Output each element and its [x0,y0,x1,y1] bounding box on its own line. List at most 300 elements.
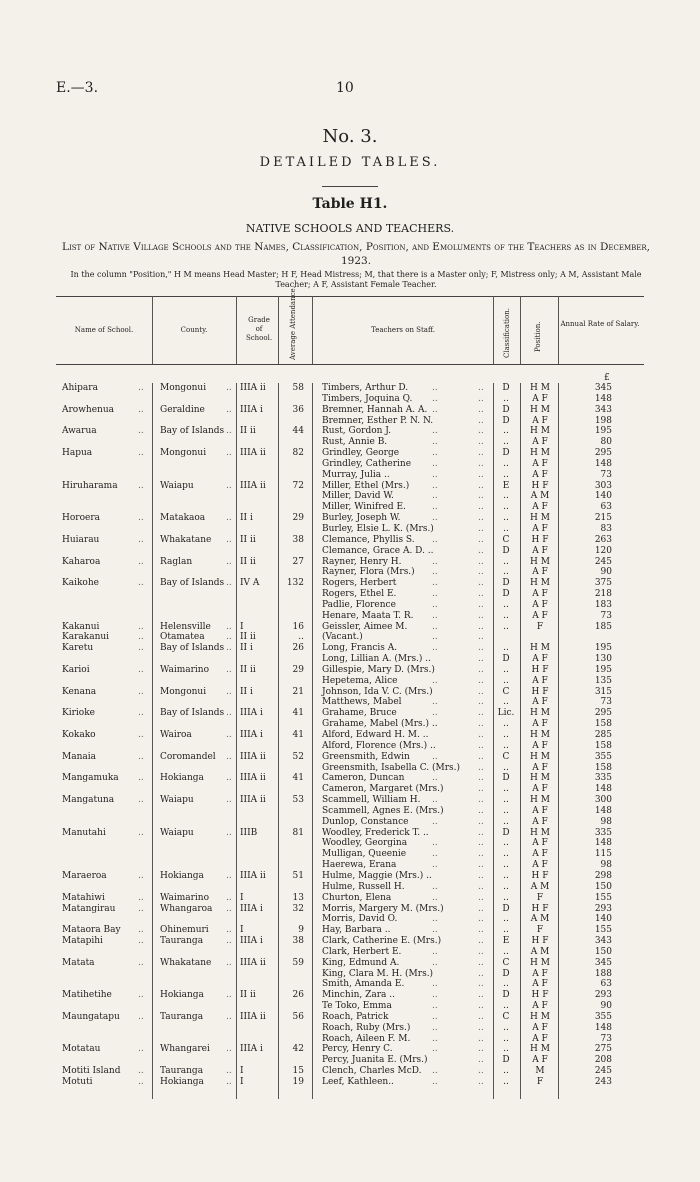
teacher-name: Bremner, Esther P. N. N. [322,415,434,426]
leader-dots: .. [478,849,484,860]
position-cell: H M [530,708,550,719]
salary-cell: 295 [594,448,612,459]
leader-dots: .. [432,621,438,632]
leader-dots: .. [226,448,232,459]
county-name: Tauranga [160,1011,204,1022]
grade-cell: II ii [240,534,256,545]
school-name: Motatau [62,1044,101,1055]
classification-cell: .. [503,946,509,957]
grade-cell: IIIA ii [240,1011,266,1022]
teacher-name: Clemance, Phyllis S. [322,534,415,545]
position-cell: A F [532,805,548,816]
leader-dots: .. [432,567,438,578]
table-row [0,567,700,578]
classification-cell: D [502,654,510,665]
position-cell: M [535,1066,545,1077]
teacher-name: Henare, Maata T. R. [322,610,414,621]
classification-cell: .. [503,784,509,795]
leader-dots: .. [226,1066,232,1077]
table-row [0,730,700,741]
attendance-cell: 53 [292,795,304,806]
salary-cell: 195 [594,643,612,654]
salary-cell: 90 [600,1001,612,1012]
position-cell: H F [531,664,549,675]
salary-cell: 208 [594,1055,612,1066]
leader-dots: .. [226,903,232,914]
grade-cell: IIIA ii [240,795,266,806]
attendance-cell: 132 [286,578,304,589]
teacher-name: King, Edmund A. [322,957,400,968]
leader-dots: .. [478,881,484,892]
leader-dots: .. [226,1077,232,1087]
classification-cell: .. [503,979,509,990]
county-name: Waiapu [160,480,194,491]
col-divider [152,296,153,364]
col-header-teachers: Teachers on Staff. [371,326,435,334]
leader-dots: .. [478,762,484,773]
table-row [0,1077,700,1088]
table-row [0,828,700,839]
leader-dots: .. [226,870,232,881]
leader-dots: .. [226,621,232,632]
teacher-name: Scammell, William H. [322,795,421,806]
col-divider [558,296,559,364]
salary-cell: 158 [594,719,612,730]
attendance-cell: 16 [292,621,304,632]
position-cell: A F [532,697,548,708]
table-row [0,882,700,893]
school-name: Matahiwi [62,892,105,903]
table-row [0,1001,700,1012]
teacher-name: Greensmith, Edwin [322,751,410,762]
col-header-salary: Annual Rate of Salary. [560,320,640,328]
leader-dots: .. [138,730,144,740]
teacher-name: Roach, Patrick [322,1011,389,1022]
leader-dots: .. [478,534,484,545]
position-cell: H F [531,903,549,914]
county-name: Hokianga [160,990,204,1001]
leader-dots: .. [226,1044,232,1055]
position-cell: A F [532,545,548,556]
school-name: Mangamuka [62,773,119,784]
county-name: Coromandel [160,751,216,762]
school-name: Matata [62,957,95,968]
attendance-cell: 38 [292,936,304,947]
attendance-cell: 56 [292,1011,304,1022]
salary-cell: 148 [594,1022,612,1033]
position-cell: H M [530,556,550,567]
leader-dots: .. [138,827,144,838]
classification-cell: .. [503,1022,509,1033]
salary-cell: 140 [594,914,612,925]
leader-dots: .. [432,437,438,448]
leader-dots: .. [432,458,438,469]
leader-dots: .. [432,892,438,903]
salary-cell: 335 [594,827,612,838]
classification-cell: .. [503,610,509,621]
leader-dots: .. [226,925,232,936]
school-name: Manaia [62,751,96,762]
table-row [0,838,700,849]
table-row [0,448,700,459]
position-cell: H M [530,773,550,784]
table-row [0,687,700,698]
leader-dots: .. [478,740,484,751]
salary-cell: 293 [594,990,612,1001]
table-row [0,990,700,1001]
teacher-name: Haerewa, Erana [322,860,397,871]
attendance-cell: 58 [292,383,304,393]
grade-cell: IIIA ii [240,480,266,491]
table-description: List of Native Village Schools and the Names, Classification, Position, and Emoluments of the Teachers as in December, 1923. [61,241,650,267]
school-name: Motiti Island [62,1066,121,1077]
leader-dots: .. [432,795,438,806]
table-row [0,622,700,633]
salary-cell: 148 [594,393,612,404]
school-name: Mataora Bay [62,925,121,936]
classification-cell: .. [503,567,509,578]
salary-cell: 195 [594,664,612,675]
document-code: E.—3. [56,80,99,96]
salary-cell: 150 [594,946,612,957]
grade-cell: I [240,925,244,936]
table-row [0,1023,700,1034]
salary-cell: 243 [594,1077,612,1087]
classification-cell: Lic. [497,708,515,719]
teacher-name: Bremner, Hannah A. A. [322,404,428,415]
leader-dots: .. [138,426,144,437]
table-row [0,817,700,828]
attendance-cell: 44 [292,426,304,437]
classification-cell: D [502,404,510,415]
table-row [0,394,700,405]
table-row [0,557,700,568]
leader-dots: .. [432,491,438,502]
teacher-name: Te Toko, Emma [322,1001,392,1012]
position-cell: A F [532,469,548,480]
table-row [0,611,700,622]
leader-dots: .. [138,513,144,524]
leader-dots: .. [432,610,438,621]
leader-dots: .. [478,1011,484,1022]
county-name: Raglan [160,556,193,567]
classification-cell: .. [503,719,509,730]
salary-cell: 155 [594,892,612,903]
leader-dots: .. [432,838,438,849]
leader-dots: .. [478,784,484,795]
teacher-name: Burley, Elsie L. K. (Mrs.) [322,523,434,534]
table-row [0,546,700,557]
county-name: Helensville [160,621,211,632]
position-cell: A F [532,599,548,610]
leader-dots: .. [478,610,484,621]
position-cell: A F [532,437,548,448]
leader-dots: .. [478,968,484,979]
table-row [0,405,700,416]
position-cell: A F [532,654,548,665]
leader-dots: .. [432,860,438,871]
leader-dots: .. [478,654,484,665]
school-name: Maungatapu [62,1011,120,1022]
attendance-cell: 51 [292,870,304,881]
attendance-cell: 38 [292,534,304,545]
leader-dots: .. [138,1011,144,1022]
leader-dots: .. [478,437,484,448]
classification-cell: D [502,827,510,838]
teacher-name: Churton, Elena [322,892,392,903]
leader-dots: .. [478,892,484,903]
leader-dots: .. [478,1055,484,1066]
leader-dots: .. [138,957,144,968]
county-name: Whangaroa [160,903,213,914]
teacher-name: Morris, Margery M. (Mrs.) [322,903,444,914]
leader-dots: .. [432,675,438,686]
position-cell: H M [530,957,550,968]
leader-dots: .. [478,838,484,849]
teacher-name: Clark, Catherine E. (Mrs.) [322,936,442,947]
salary-cell: 73 [600,697,612,708]
table-note: In the column "Position," H M means Head Master; H F, Head Mistress; M, that there is a Master only; F, Mistress only; A M, Assistant Male Teacher; A F, Assistant Female Teacher. [70,270,642,289]
teacher-name: Padlie, Florence [322,599,396,610]
divider [322,186,378,187]
school-name: Kirioke [62,708,95,719]
leader-dots: .. [478,1001,484,1012]
table-row [0,763,700,774]
salary-cell: 155 [594,925,612,936]
table-row [0,513,700,524]
grade-cell: I [240,892,244,903]
salary-cell: 135 [594,675,612,686]
salary-cell: 90 [600,567,612,578]
classification-cell: .. [503,643,509,654]
leader-dots: .. [478,936,484,947]
leader-dots: .. [478,621,484,632]
salary-cell: 80 [600,437,612,448]
attendance-cell: 42 [292,1044,304,1055]
attendance-cell: 41 [292,708,304,719]
county-name: Mongonui [160,383,207,393]
leader-dots: .. [478,1044,484,1055]
leader-dots: .. [138,708,144,719]
table-row [0,860,700,871]
classification-cell: D [502,1055,510,1066]
table-body [0,383,700,1088]
teacher-name: Percy, Juanita E. (Mrs.) [322,1055,428,1066]
grade-cell: IIIA i [240,1044,263,1055]
teacher-name: Hulme, Russell H. [322,881,405,892]
classification-cell: .. [503,599,509,610]
teacher-name: Mulligan, Queenie [322,849,407,860]
leader-dots: .. [478,860,484,871]
leader-dots: .. [478,925,484,936]
table-row [0,383,700,394]
classification-cell: D [502,903,510,914]
salary-cell: 303 [594,480,612,491]
salary-cell: 293 [594,903,612,914]
leader-dots: .. [432,881,438,892]
grade-cell: IIIA i [240,730,263,740]
classification-cell: C [502,1011,510,1022]
position-cell: F [536,1077,544,1087]
teacher-name: Matthews, Mabel [322,697,402,708]
classification-cell: .. [503,513,509,524]
county-name: Tauranga [160,936,204,947]
leader-dots: .. [138,1066,144,1077]
leader-dots: .. [138,903,144,914]
salary-cell: 120 [594,545,612,556]
grade-cell: I [240,621,244,632]
school-name: Huiarau [62,534,100,545]
position-cell: H M [530,404,550,415]
teacher-name: Smith, Amanda E. [322,979,405,990]
teacher-name: Burley, Joseph W. [322,513,401,524]
classification-cell: .. [503,849,509,860]
position-cell: A F [532,1001,548,1012]
teacher-name: Grahame, Bruce [322,708,397,719]
leader-dots: .. [138,1044,144,1055]
classification-cell: .. [503,892,509,903]
county-name: Bay of Islands [160,643,225,654]
position-cell: A F [532,740,548,751]
salary-cell: 285 [594,730,612,740]
table-top-rule [56,296,644,297]
county-name: Waimarino [160,664,210,675]
salary-cell: 73 [600,1033,612,1044]
school-name: Karioi [62,664,90,675]
leader-dots: .. [226,990,232,1001]
leader-dots: .. [478,990,484,1001]
salary-cell: 195 [594,426,612,437]
grade-cell: IIIA ii [240,448,266,459]
leader-dots: .. [138,621,144,632]
leader-dots: .. [432,480,438,491]
salary-cell: 98 [600,860,612,871]
leader-dots: .. [478,415,484,426]
school-name: Awarua [62,426,97,437]
col-header-classification: Classification. [503,308,511,358]
leader-dots: .. [432,632,438,643]
attendance-cell: 19 [292,1077,304,1087]
leader-dots: .. [432,849,438,860]
teacher-name: Alford, Florence (Mrs.) .. [322,740,436,751]
school-name: Motuti [62,1077,93,1087]
school-name: Karetu [62,643,94,654]
table-row [0,697,700,708]
classification-cell: D [502,415,510,426]
salary-cell: 73 [600,610,612,621]
grade-cell: I [240,1066,244,1077]
teacher-name: Scammell, Agnes E. (Mrs.) [322,805,444,816]
table-row [0,958,700,969]
leader-dots: .. [226,957,232,968]
salary-cell: 63 [600,979,612,990]
leader-dots: .. [226,827,232,838]
table-row [0,719,700,730]
salary-cell: 148 [594,838,612,849]
position-cell: H F [531,480,549,491]
county-name: Wairoa [160,730,192,740]
leader-dots: .. [138,664,144,675]
classification-cell: .. [503,393,509,404]
teacher-name: Dunlop, Constance [322,816,409,827]
leader-dots: .. [478,513,484,524]
position-cell: H M [530,795,550,806]
attendance-cell: 72 [292,480,304,491]
salary-cell: 335 [594,773,612,784]
attendance-cell: 26 [292,990,304,1001]
salary-cell: 188 [594,968,612,979]
position-cell: H M [530,1044,550,1055]
county-name: Bay of Islands [160,708,225,719]
classification-cell: .. [503,925,509,936]
table-row [0,426,700,437]
classification-cell: D [502,990,510,1001]
classification-cell: .. [503,491,509,502]
salary-cell: 345 [594,957,612,968]
leader-dots: .. [478,404,484,415]
leader-dots: .. [432,697,438,708]
leader-dots: .. [478,708,484,719]
classification-cell: .. [503,556,509,567]
leader-dots: .. [478,502,484,513]
salary-cell: 315 [594,686,612,697]
table-row [0,643,700,654]
position-cell: A F [532,502,548,513]
leader-dots: .. [478,567,484,578]
position-cell: H M [530,383,550,393]
table-row [0,979,700,990]
col-header-county: County. [180,326,208,334]
teacher-name: Rayner, Flora (Mrs.) [322,567,415,578]
school-name: Hapua [62,448,93,459]
table-row [0,795,700,806]
position-cell: A F [532,784,548,795]
teacher-name: Clench, Charles McD. [322,1066,422,1077]
attendance-cell: 81 [292,827,304,838]
classification-cell: .. [503,1033,509,1044]
attendance-cell: 26 [292,643,304,654]
grade-cell: II ii [240,632,256,643]
teacher-name: Greensmith, Isabella C. (Mrs.) [322,762,461,773]
county-name: Otamatea [160,632,205,643]
leader-dots: .. [226,1011,232,1022]
teacher-name: Timbers, Arthur D. [322,383,409,393]
position-cell: A F [532,415,548,426]
position-cell: H F [531,936,549,947]
table-row [0,416,700,427]
classification-cell: .. [503,437,509,448]
attendance-cell: 9 [298,925,304,936]
leader-dots: .. [138,480,144,491]
salary-cell: 198 [594,415,612,426]
leader-dots: .. [478,805,484,816]
leader-dots: .. [138,870,144,881]
leader-dots: .. [226,773,232,784]
classification-cell: .. [503,621,509,632]
document-number: No. 3. [322,126,378,147]
county-name: Whangarei [160,1044,210,1055]
teacher-name: Clemance, Grace A. D. .. [322,545,434,556]
leader-dots: .. [226,686,232,697]
attendance-cell: 59 [292,957,304,968]
table-row [0,849,700,860]
salary-cell: 150 [594,881,612,892]
county-name: Tauranga [160,1066,204,1077]
position-cell: A F [532,838,548,849]
salary-cell: 245 [594,1066,612,1077]
classification-cell: .. [503,1077,509,1087]
leader-dots: .. [478,469,484,480]
